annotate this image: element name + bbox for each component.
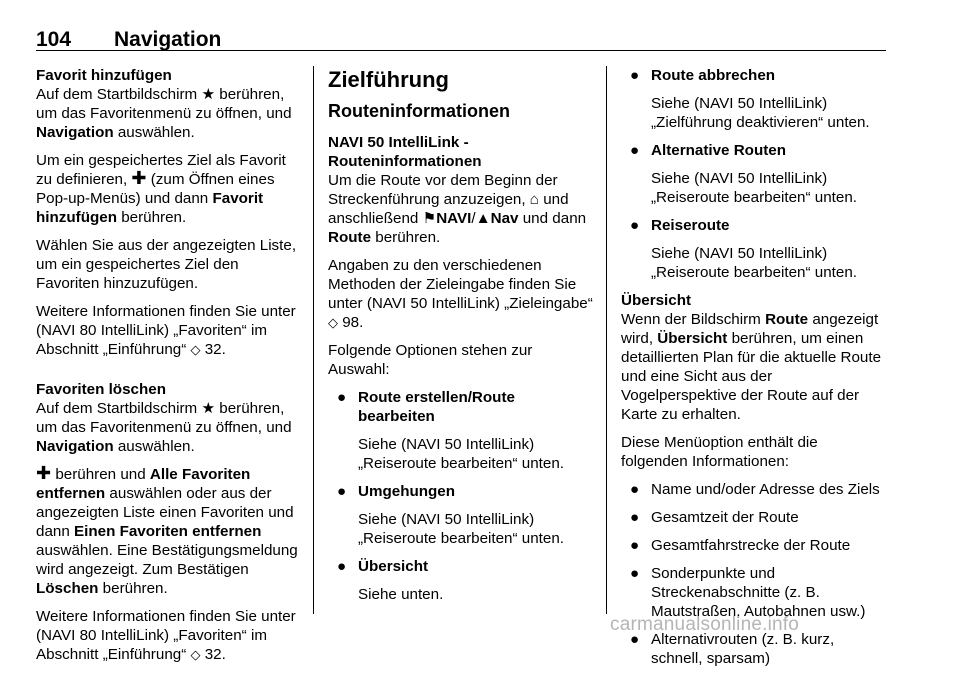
flag-icon: ⚑ bbox=[422, 210, 437, 227]
overview-paragraph-2: Diese Menüoption enthält die folgenden Informationen: bbox=[621, 434, 818, 470]
list-item: ● Gesamtfahrstrecke der Route bbox=[630, 537, 851, 554]
overview-heading: Übersicht bbox=[621, 292, 692, 309]
bullet: ● bbox=[630, 565, 640, 582]
list-item: ● Route erstellen/Route bearbeiten Siehe (NAVI 50 IntelliLink) „Reiseroute bearbeiten“ unten. bbox=[337, 389, 565, 472]
bullet: ● bbox=[630, 217, 640, 234]
bullet: ● bbox=[337, 558, 347, 575]
list-item: ● Alternative Routen Siehe (NAVI 50 IntelliLink) „Reiseroute bearbeiten“ unten. bbox=[630, 142, 858, 206]
column-middle bbox=[328, 66, 593, 613]
overview-paragraph-1: Wenn der Bildschirm Route angezeigt wird, Übersicht berühren, um einen detaillierten Plan für die aktuelle Route und eine Sicht aus der Vogelperspektive der Route auf der Karte zu erhalten. bbox=[621, 311, 882, 423]
options-list bbox=[328, 388, 593, 604]
bullet: ● bbox=[630, 631, 640, 648]
fav-add-paragraph-3: Wählen Sie aus der angezeigten Liste, um ein gespeichertes Ziel den Favoriten hinzuzufügen. bbox=[36, 237, 297, 292]
list-item: ● Umgehungen Siehe (NAVI 50 IntelliLink) „Reiseroute bearbeiten“ unten. bbox=[337, 483, 565, 547]
route-paragraph-2: Angaben zu den verschiedenen Methoden der Zieleingabe finden Sie unter (NAVI 50 IntelliLink) „Zieleingabe“ ◇ 98. bbox=[328, 257, 593, 331]
fav-add-paragraph-1: Auf dem Startbildschirm ★ berühren, um das Favoritenmenü zu öffnen, und Navigation auswählen. bbox=[36, 86, 292, 141]
list-item: ● Alternativrouten (z. B. kurz, schnell, sparsam) bbox=[630, 631, 835, 667]
column-divider-2 bbox=[606, 66, 607, 614]
reference-arrow-icon: ◇ bbox=[190, 342, 201, 357]
list-item: ● Gesamtzeit der Route bbox=[630, 509, 799, 526]
route-paragraph-3: Folgende Optionen stehen zur Auswahl: bbox=[328, 342, 533, 378]
list-item: ● Route abbrechen Siehe (NAVI 50 IntelliLink) „Zielführung deaktivieren“ unten. bbox=[630, 67, 870, 131]
list-item: ● Reiseroute Siehe (NAVI 50 IntelliLink) „Reiseroute bearbeiten“ unten. bbox=[630, 217, 858, 281]
navigation-term: Navigation bbox=[36, 438, 114, 455]
header-title: Navigation bbox=[114, 28, 222, 51]
fav-add-paragraph-4: Weitere Informationen finden Sie unter (NAVI 80 IntelliLink) „Favoriten“ im Abschnitt „Einführung“ ◇ 32. bbox=[36, 303, 296, 358]
watermark: carmanualsonline.info bbox=[610, 614, 800, 635]
fav-delete-heading: Favoriten löschen bbox=[36, 381, 166, 398]
star-icon: ★ bbox=[201, 86, 216, 103]
home-icon: ⌂ bbox=[529, 191, 539, 208]
bullet: ● bbox=[630, 67, 640, 84]
plus-icon: ✚ bbox=[131, 168, 147, 188]
fav-delete-paragraph-2: ✚ berühren und Alle Favoriten entfernen auswählen oder aus der angezeigten Liste einen Favoriten und dann Einen Favoriten entfernen auswählen. Eine Bestätigungsmeldung wird angezeigt. Zum Bestätigen Löschen berühren. bbox=[36, 463, 298, 597]
bullet: ● bbox=[337, 483, 347, 500]
fav-add-heading: Favorit hinzufügen bbox=[36, 67, 172, 84]
list-item: ● Name und/oder Adresse des Ziels bbox=[630, 481, 880, 498]
bullet: ● bbox=[630, 509, 640, 526]
fav-add-paragraph-2: Um ein gespeichertes Ziel als Favorit zu definieren, ✚ (zum Öffnen eines Pop-up-Menüs) und dann Favorit hinzufügen berühren. bbox=[36, 152, 286, 226]
star-icon: ★ bbox=[201, 400, 216, 417]
favorit-hinzufuegen-term: Favorit hinzufügen bbox=[36, 190, 264, 226]
column-divider-1 bbox=[313, 66, 314, 614]
navigation-term: Navigation bbox=[36, 124, 114, 141]
subsection-title: Routeninformationen bbox=[328, 101, 510, 121]
navi50-heading: NAVI 50 IntelliLink - Routeninformationen bbox=[328, 134, 482, 170]
plus-icon: ✚ bbox=[36, 463, 52, 483]
list-item: ● Sonderpunkte und Streckenabschnitte (z. B. Mautstraßen, Autobahnen usw.) bbox=[630, 565, 866, 620]
column-left bbox=[36, 66, 300, 673]
bullet: ● bbox=[337, 389, 347, 406]
reference-arrow-icon: ◇ bbox=[190, 647, 201, 662]
nav-arrow-icon: ▲ bbox=[475, 210, 491, 227]
reference-arrow-icon: ◇ bbox=[328, 315, 338, 330]
bullet: ● bbox=[630, 537, 640, 554]
fav-delete-paragraph-1: Auf dem Startbildschirm ★ berühren, um das Favoritenmenü zu öffnen, und Navigation auswählen. bbox=[36, 400, 292, 455]
header-rule bbox=[36, 50, 886, 51]
bullet: ● bbox=[630, 481, 640, 498]
bullet: ● bbox=[630, 142, 640, 159]
column-right bbox=[621, 66, 886, 677]
options-list-continued bbox=[621, 66, 886, 282]
route-paragraph-1: Um die Route vor dem Beginn der Streckenführung anzuzeigen, ⌂ und anschließend ⚑NAVI/▲Nav und dann Route berühren. bbox=[328, 172, 587, 246]
section-title: Zielführung bbox=[328, 67, 449, 92]
list-item: ● Übersicht Siehe unten. bbox=[337, 558, 444, 603]
overview-list bbox=[621, 480, 886, 668]
page-number: 104 bbox=[36, 28, 72, 51]
fav-delete-paragraph-3: Weitere Informationen finden Sie unter (NAVI 80 IntelliLink) „Favoriten“ im Abschnitt „Einführung“ ◇ 32. bbox=[36, 608, 296, 663]
